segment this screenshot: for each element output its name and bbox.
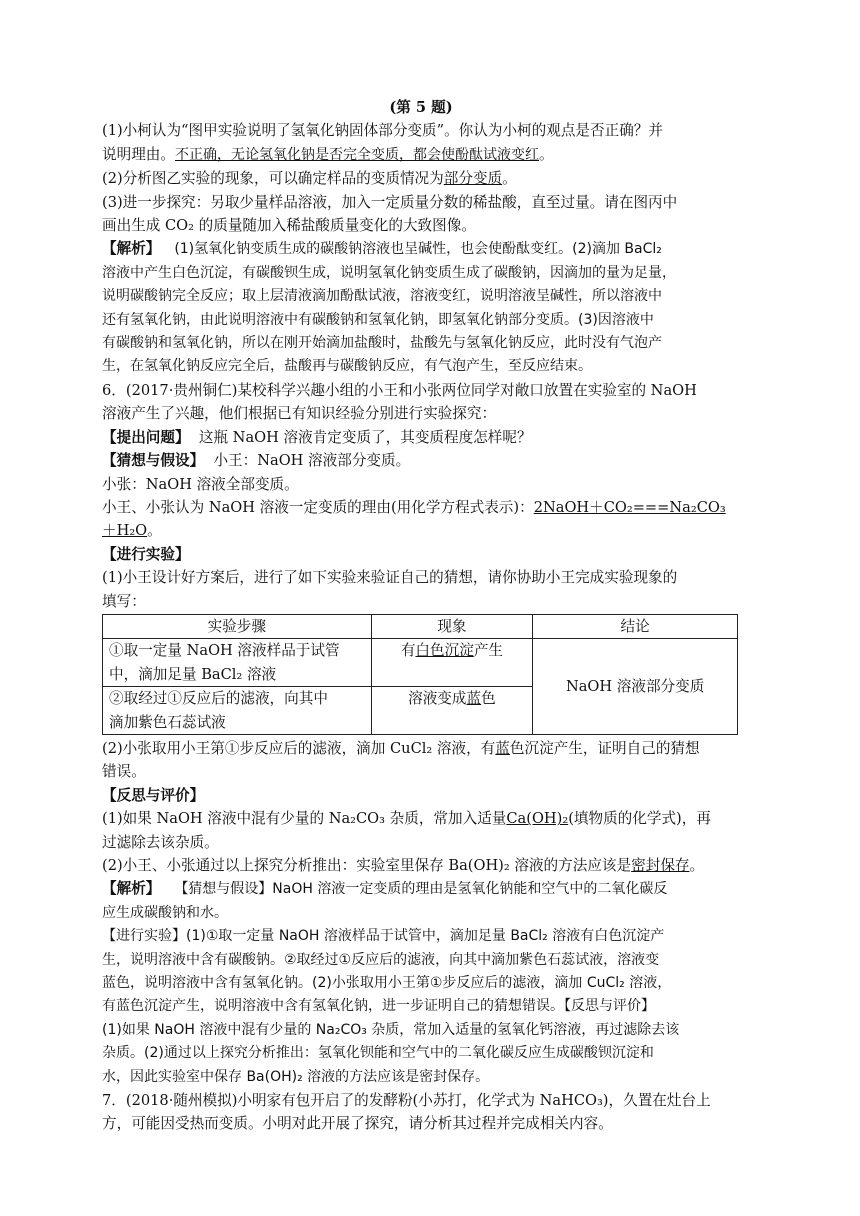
exp2-suffix: 色沉淀产生，证明自己的猜想 bbox=[509, 739, 700, 757]
q6-question-line bbox=[102, 426, 740, 449]
reason-prefix: 小王、小张认为 NaOH 溶液一定变质的理由(用化学方程式表示)： bbox=[102, 498, 534, 516]
q6-intro-1: 6．(2017·贵州铜仁)某校科学兴趣小组的小王和小张两位同学对敞口放置在实验室的 NaOH bbox=[102, 381, 697, 399]
reflection-1-line-2: 过滤除去该杂质。 bbox=[102, 833, 219, 851]
q1-answer: 不正确，无论氢氧化钠是否完全变质，都会使酚酞试液变红 bbox=[174, 146, 539, 163]
r1-suffix: (填物质的化学式)，再 bbox=[568, 810, 711, 828]
q1-prefix: 说明理由。 bbox=[102, 145, 175, 163]
exp2-answer: 蓝 bbox=[495, 739, 510, 757]
header-conclusion: 结论 bbox=[533, 614, 738, 638]
reason-equation-2: ＋H₂O bbox=[102, 522, 148, 540]
analysis1-line-3: 还有氢氧化钠，由此说明溶液中有碳酸钠和氢氧化钠，即氢氧化钠部分变质。(3)因溶液中 bbox=[102, 311, 654, 328]
exp2-prefix: (2)小张取用小王第①步反应后的滤液，滴加 CuCl₂ 溶液，有 bbox=[102, 739, 496, 757]
analysis1-label: 【解析】 bbox=[102, 240, 161, 258]
hypothesis-zhang: 小张：NaOH 溶液全部变质。 bbox=[102, 475, 299, 493]
experiment-2-line-2: 错误。 bbox=[102, 763, 146, 781]
row2-phen-answer: 蓝 bbox=[466, 690, 482, 708]
row1-phenomenon bbox=[371, 639, 533, 687]
analysis2-line-1: 应生成碳酸钠和水。 bbox=[102, 904, 228, 921]
q2-suffix: 。 bbox=[502, 170, 517, 188]
row1-step-line-1: ①取一定量 NaOH 溶液样品于试管 bbox=[109, 642, 340, 660]
row2-phenomenon bbox=[371, 687, 533, 735]
q2-line bbox=[102, 167, 740, 190]
q2-answer: 部分变质 bbox=[443, 170, 503, 188]
q1-suffix: 。 bbox=[538, 145, 554, 163]
analysis1-line-4: 有碳酸钠和氢氧化钠，所以在刚开始滴加盐酸时，盐酸先与氢氧化钠反应，此时没有气泡产 bbox=[102, 335, 662, 352]
r2-suffix: 。 bbox=[689, 857, 705, 874]
analysis2-line-3: 生，说明溶液中含有碳酸钠。②取经过①反应后的滤液，向其中滴加紫色石蕊试液，溶液变 bbox=[102, 951, 660, 968]
q1-line-1: (1)小柯认为“图甲实验说明了氢氧化钠固体部分变质”。你认为小柯的观点是否正确？并 bbox=[102, 122, 663, 140]
analysis1-line-1: 溶液中产生白色沉淀，有碳酸钡生成，说明氢氧化钠变质生成了碳酸钠，因滴加的量为足量， bbox=[102, 264, 676, 281]
q7-line-2: 方，可能因受热而变质。小明对此开展了探究，请分析其过程并完成相关内容。 bbox=[102, 1115, 613, 1133]
q6-reason-line-2 bbox=[102, 519, 740, 542]
r1-prefix: (1)如果 NaOH 溶液中混有少量的 Na₂CO₃ 杂质，常加入适量 bbox=[102, 810, 507, 828]
analysis1-line-2: 说明碳酸钠完全反应；取上层清液滴加酚酞试液，溶液变红，说明溶液呈碱性，所以溶液中 bbox=[102, 288, 662, 305]
r1-answer: Ca(OH)₂ bbox=[506, 810, 569, 828]
question-text: 这瓶 NaOH 溶液肯定变质了，其变质程度怎样呢？ bbox=[198, 428, 532, 446]
figure-caption: (第 5 题) bbox=[389, 99, 453, 116]
header-steps: 实验步骤 bbox=[103, 614, 372, 638]
row2-step-line-1: ②取经过①反应后的滤液，向其中 bbox=[109, 690, 328, 708]
analysis1-line-5: 生，在氢氧化钠反应完全后，盐酸再与碳酸钠反应，有气泡产生，至反应结束。 bbox=[102, 358, 592, 375]
analysis2-line-7: 杂质。(2)通过以上探究分析推出：氢氧化钡能和空气中的二氧化碳反应生成碳酸钡沉淀和 bbox=[102, 1045, 654, 1062]
row1-step bbox=[103, 639, 372, 687]
q1-line-2 bbox=[102, 143, 740, 167]
row1-phen-suffix: 产生 bbox=[473, 642, 504, 660]
row2-phen-suffix: 色 bbox=[481, 690, 496, 708]
r2-prefix: (2)小王、小张通过以上探究分析推出：实验室里保存 Ba(OH)₂ 溶液的方法应该是 bbox=[102, 857, 632, 874]
hypothesis-wang: 小王：NaOH 溶液部分变质。 bbox=[213, 452, 411, 470]
analysis1-line-0 bbox=[102, 237, 740, 261]
experiment-1-line-2: 填写： bbox=[102, 592, 146, 610]
reflection-label: 【反思与评价】 bbox=[102, 786, 205, 804]
reason-equation-1: 2NaOH＋CO₂===Na₂CO₃ bbox=[533, 498, 726, 516]
question-label: 【提出问题】 bbox=[102, 428, 190, 446]
row2-phen-prefix: 溶液变成 bbox=[408, 690, 467, 708]
header-phenomenon: 现象 bbox=[371, 614, 533, 638]
row2-step bbox=[103, 687, 372, 735]
q6-intro-2: 溶液产生了兴趣，他们根据已有知识经验分别进行实验探究： bbox=[102, 405, 497, 423]
q3-line-2: 画出生成 CO₂ 的质量随加入稀盐酸质量变化的大致图像。 bbox=[102, 217, 476, 235]
analysis2-line-5: 有蓝色沉淀产生，说明溶液中含有氢氧化钠，进一步证明自己的猜想错误。【反思与评价】 bbox=[102, 998, 655, 1015]
row1-phen-answer: 白色沉淀 bbox=[415, 642, 474, 660]
reflection-2-line bbox=[102, 854, 740, 877]
row1-step-line-2: 中，滴加足量 BaCl₂ 溶液 bbox=[109, 665, 277, 683]
reason-suffix: 。 bbox=[147, 522, 162, 540]
analysis2-line-0 bbox=[102, 877, 740, 901]
experiment-2-line-1 bbox=[102, 737, 740, 760]
q6-hypothesis-line bbox=[102, 449, 740, 472]
analysis2-line-6: (1)如果 NaOH 溶液中混有少量的 Na₂CO₃ 杂质，常加入适量的氢氧化钙溶液，再过滤除去该 bbox=[102, 1021, 680, 1038]
analysis2-line-8: 水，因此实验室中保存 Ba(OH)₂ 溶液的方法应该是密封保存。 bbox=[102, 1068, 490, 1085]
analysis2-line-2: 【进行实验】(1)①取一定量 NaOH 溶液样品于试管中，滴加足量 BaCl₂ 溶液有白色沉淀产 bbox=[102, 928, 665, 945]
hypothesis-label: 【猜想与假设】 bbox=[102, 452, 205, 470]
table-header-row bbox=[103, 614, 738, 638]
row2-step-line-2: 滴加紫色石蕊试液 bbox=[109, 713, 226, 731]
conclusion-cell: NaOH 溶液部分变质 bbox=[533, 639, 738, 735]
analysis1-text-0: (1)氢氧化钠变质生成的碳酸钠溶液也呈碱性，也会使酚酞变红。(2)滴加 BaCl₂ bbox=[174, 241, 662, 258]
analysis2-label: 【解析】 bbox=[102, 880, 161, 898]
experiment-table bbox=[102, 614, 738, 735]
q2-prefix: (2)分析图乙实验的现象，可以确定样品的变质情况为 bbox=[102, 170, 444, 188]
row1-phen-prefix: 有 bbox=[400, 642, 416, 660]
q7-line-1: 7．(2018·随州模拟)小明家有包开启了的发酵粉(小苏打，化学式为 NaHCO₃)，久置在灶台上 bbox=[102, 1092, 711, 1110]
q6-reason-line-1 bbox=[102, 496, 740, 519]
document-page bbox=[102, 96, 740, 1136]
reflection-1-line-1 bbox=[102, 807, 740, 830]
experiment-1-line-1: (1)小王设计好方案后，进行了如下实验来验证自己的猜想，请你协助小王完成实验现象的 bbox=[102, 569, 678, 587]
q3-line-1: (3)进一步探究：另取少量样品溶液，加入一定质量分数的稀盐酸，直至过量。请在图丙中 bbox=[102, 193, 678, 211]
r2-answer: 密封保存 bbox=[631, 857, 690, 874]
analysis2-first: 【猜想与假设】NaOH 溶液一定变质的理由是氢氧化钠能和空气中的二氧化碳反 bbox=[174, 881, 668, 898]
experiment-label: 【进行实验】 bbox=[102, 545, 190, 563]
table-row bbox=[103, 639, 738, 687]
analysis2-line-4: 蓝色，说明溶液中含有氢氧化钠。(2)小张取用小王第①步反应后的滤液，滴加 CuCl₂ 溶液， bbox=[102, 975, 672, 992]
